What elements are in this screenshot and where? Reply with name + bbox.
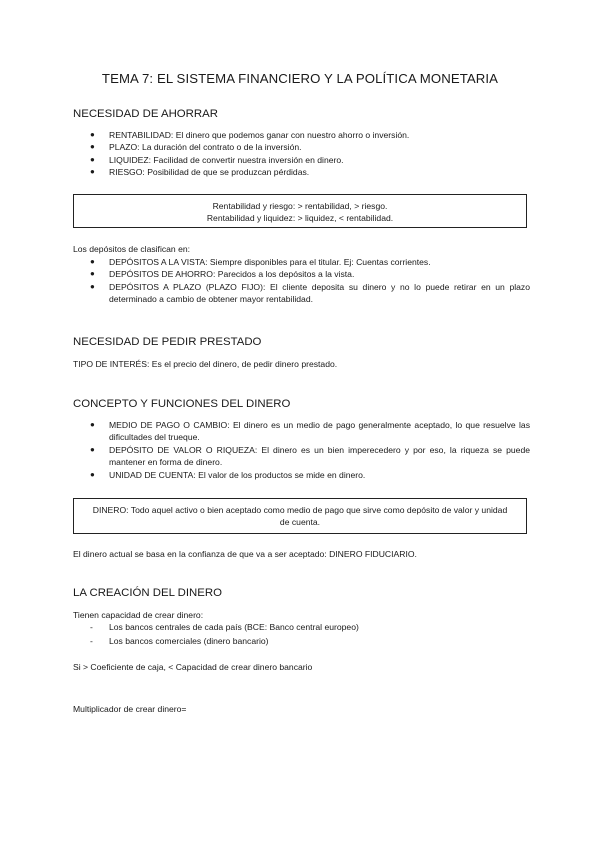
- rentabilidad-box: Rentabilidad y riesgo: > rentabilidad, > riesgo. Rentabilidad y liquidez: > liquidez, < rentabilidad.: [73, 194, 527, 228]
- list-item: ● DEPÓSITOS DE AHORRO: Parecidos a los depósitos a la vista.: [90, 269, 355, 280]
- bullet-icon: ●: [90, 167, 95, 177]
- dash-icon: -: [90, 635, 93, 646]
- heading-concepto-y-funciones: CONCEPTO Y FUNCIONES DEL DINERO: [73, 398, 291, 410]
- list-item: ● DEPÓSITOS A LA VISTA: Siempre disponibles para el titular. Ej: Cuentas corrientes.: [90, 257, 431, 267]
- bullet-icon: ●: [90, 469, 95, 479]
- creacion-intro: Tienen capacidad de crear dinero:: [73, 610, 204, 620]
- list-item: ● MEDIO DE PAGO O CAMBIO: El dinero es un medio de pago generalmente aceptado, lo que resuelve las dificultades del trueque.: [90, 420, 530, 443]
- coeficiente-rule: Si > Coeficiente de caja, < Capacidad de crear dinero bancario: [73, 662, 313, 672]
- list-item: ● DEPÓSITO DE VALOR O RIQUEZA: El dinero es un bien imperecedero y por eso, la riqueza se puede mantener en forma de dinero.: [90, 444, 530, 468]
- creators-list: [90, 621, 359, 648]
- dash-icon: -: [90, 622, 93, 632]
- bullet-icon: ●: [90, 269, 95, 279]
- list-item: ● RENTABILIDAD: El dinero que podemos ganar con nuestro ahorro o inversión.: [90, 130, 410, 140]
- page-title: TEMA 7: EL SISTEMA FINANCIERO Y LA POLÍTICA MONETARIA: [101, 71, 499, 86]
- list-item: ● RIESGO: Posibilidad de que se produzcan pérdidas.: [90, 167, 310, 178]
- bullet-icon: ●: [90, 420, 95, 429]
- heading-necesidad-de-pedir-prestado: NECESIDAD DE PEDIR PRESTADO: [73, 336, 262, 348]
- deposits-intro: Los depósitos de clasifican en:: [73, 244, 191, 254]
- list-item: - Los bancos comerciales (dinero bancario): [90, 635, 359, 649]
- list-item: ● LIQUIDEZ: Facilidad de convertir nuestra inversión en dinero.: [90, 154, 344, 165]
- tipo-de-interes-text: TIPO DE INTERÉS: Es el precio del dinero, de pedir dinero prestado.: [73, 359, 338, 369]
- deposits-list: [90, 256, 530, 306]
- ahorro-features-list: [90, 129, 530, 179]
- bullet-icon: ●: [90, 154, 95, 164]
- money-functions-list: [90, 419, 530, 481]
- dinero-fiduciario-text: El dinero actual se basa en la confianza de que va a ser aceptado: DINERO FIDUCIARIO.: [73, 549, 417, 559]
- list-item: ● DEPÓSITOS A PLAZO (PLAZO FIJO): El cliente deposita su dinero y no lo puede retirar en un plazo determinado a cambio de obtener mayor rentabilidad.: [90, 281, 530, 305]
- bullet-icon: ●: [90, 444, 95, 454]
- bullet-icon: ●: [90, 281, 95, 291]
- multiplicador-text: Multiplicador de crear dinero=: [73, 704, 187, 714]
- bullet-icon: ●: [90, 130, 95, 139]
- bullet-icon: ●: [90, 257, 95, 266]
- list-item: ● UNIDAD DE CUENTA: El valor de los productos se mide en dinero.: [90, 469, 366, 480]
- list-item: ● PLAZO: La duración del contrato o de la inversión.: [90, 142, 302, 153]
- bullet-icon: ●: [90, 142, 95, 152]
- list-item: - Los bancos centrales de cada país (BCE: Banco central europeo): [90, 621, 359, 635]
- heading-necesidad-de-ahorrar: NECESIDAD DE AHORRAR: [73, 108, 218, 120]
- dinero-definition-box: DINERO: Todo aquel activo o bien aceptado como medio de pago que sirve como depósito de valor y unidad de cuenta.: [73, 498, 527, 534]
- heading-creacion-del-dinero: LA CREACIÓN DEL DINERO: [73, 587, 222, 599]
